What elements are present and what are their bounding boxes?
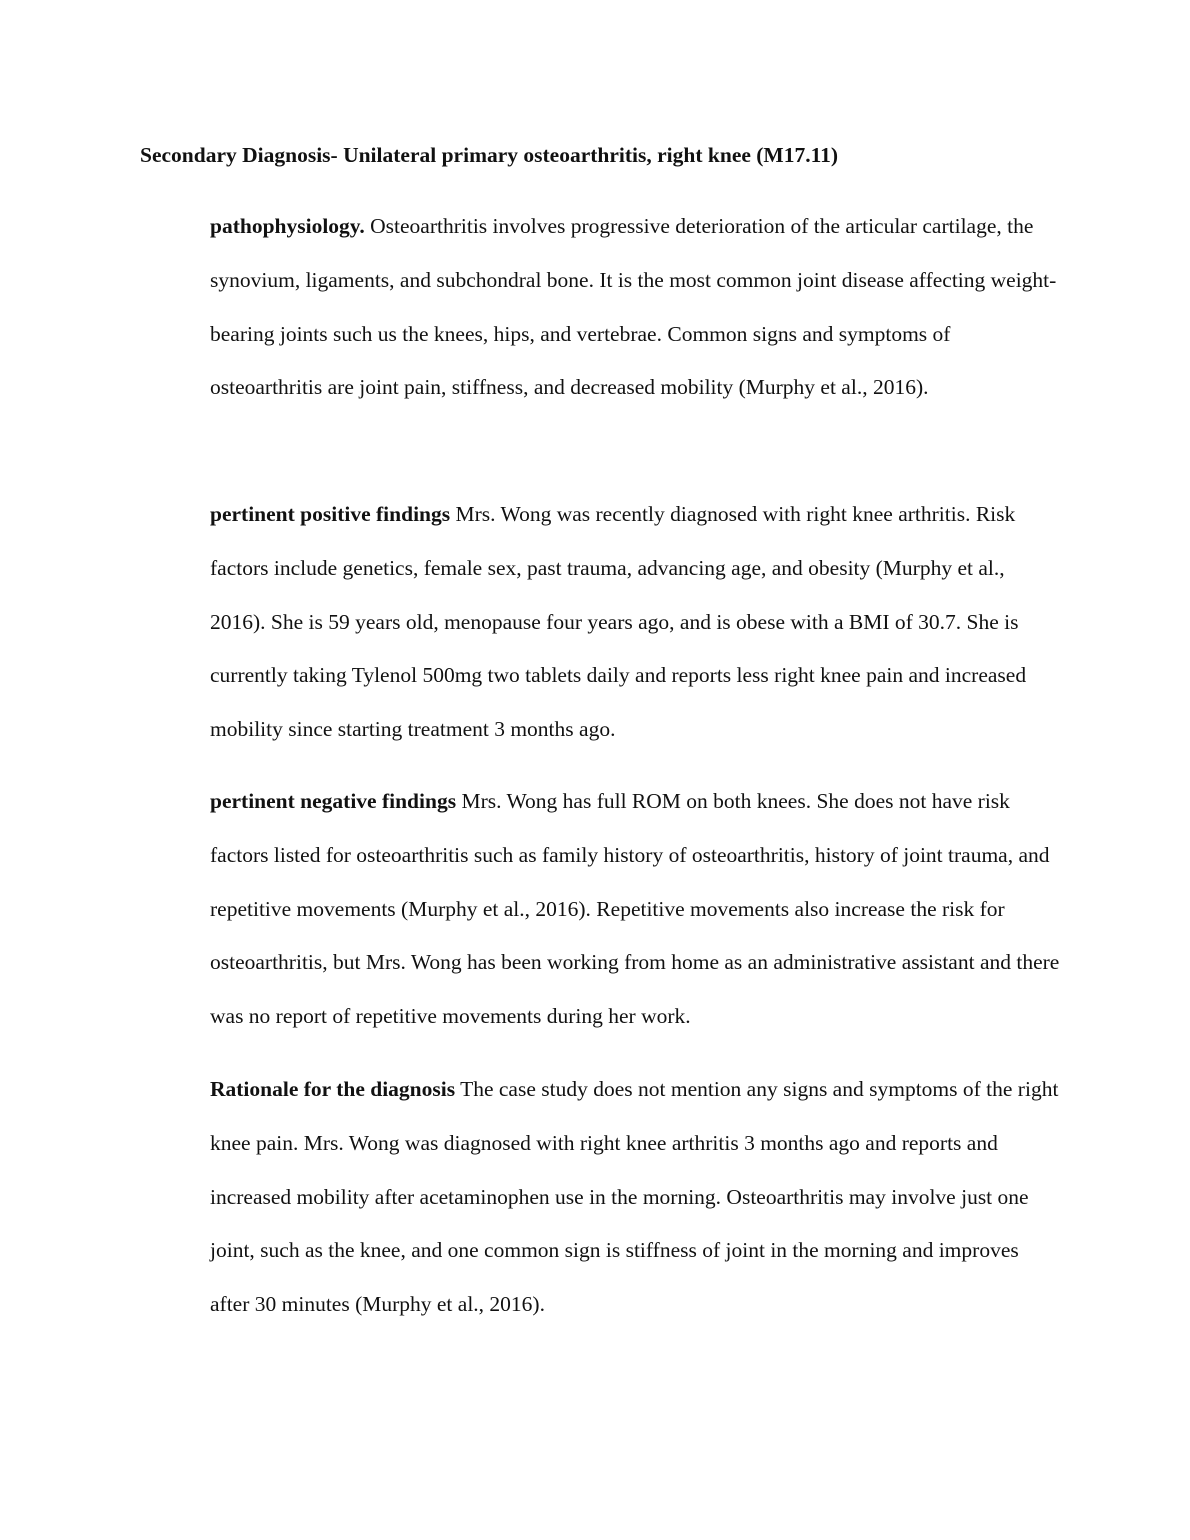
negative-findings-label: pertinent negative findings: [210, 789, 457, 813]
negative-findings-text: Mrs. Wong has full ROM on both knees. She does not have risk factors listed for osteoarthritis such as family history of osteoarthritis, history of joint trauma, and repetitive movements (Murphy et al., 2016). Repetitive movements also increase the risk for osteoarthritis, but Mrs. Wong has been working from home as an administrative assistant and there was no report of repetitive movements during her work.: [210, 789, 1060, 1029]
pathophysiology-paragraph: [210, 200, 1060, 415]
rationale-label: Rationale for the diagnosis: [210, 1077, 456, 1101]
section-heading: Secondary Diagnosis- Unilateral primary osteoarthritis, right knee (M17.11): [140, 143, 839, 167]
rationale-paragraph: [210, 1063, 1060, 1332]
positive-findings-paragraph: [210, 488, 1060, 757]
positive-findings-text: Mrs. Wong was recently diagnosed with right knee arthritis. Risk factors include genetics, female sex, past trauma, advancing age, and obesity (Murphy et al., 2016). She is 59 years old, menopause four years ago, and is obese with a BMI of 30.7. She is currently taking Tylenol 500mg two tablets daily and reports less right knee pain and increased mobility since starting treatment 3 months ago.: [210, 502, 1027, 742]
positive-findings-label: pertinent positive findings: [210, 502, 451, 526]
pathophysiology-label: pathophysiology.: [210, 214, 365, 238]
pathophysiology-text: Osteoarthritis involves progressive deterioration of the articular cartilage, the synovium, ligaments, and subchondral bone. It is the most common joint disease affecting weight-bearing joints such us the knees, hips, and vertebrae. Common signs and symptoms of osteoarthritis are joint pain, stiffness, and decreased mobility (Murphy et al., 2016).: [210, 214, 1057, 400]
negative-findings-paragraph: [210, 775, 1060, 1044]
rationale-text: The case study does not mention any signs and symptoms of the right knee pain. Mrs. Wong was diagnosed with right knee arthritis 3 months ago and reports and increased mobility after acetaminophen use in the morning. Osteoarthritis may involve just one joint, such as the knee, and one common sign is stiffness of joint in the morning and improves after 30 minutes (Murphy et al., 2016).: [210, 1077, 1059, 1317]
